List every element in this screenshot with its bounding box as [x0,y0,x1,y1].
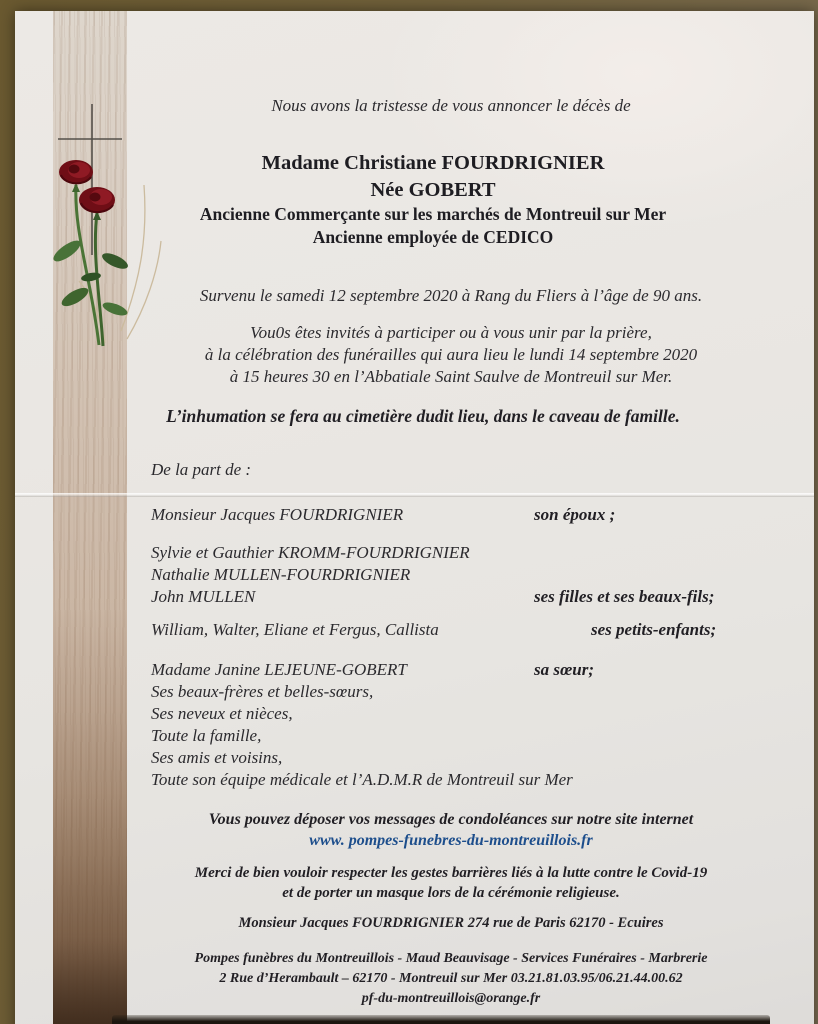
family-name: John MULLEN [151,587,256,606]
family-line: Ses neveux et nièces, [151,704,293,723]
family-line: Toute son équipe médicale et l’A.D.M.R de Montreuil sur Mer [151,770,573,789]
family-row [151,504,751,526]
family-line: Ses beaux-frères et belles-sœurs, [151,682,374,701]
deceased-name: Madame Christiane FOURDRIGNIER [261,152,605,174]
relation-label: ses petits-enfants; [591,620,717,639]
from-label: De la part de : [151,460,252,479]
maiden-name: Née GOBERT [370,179,496,201]
family-line: Ses amis et voisins, [151,748,283,767]
card-bottom-shadow [112,1015,770,1024]
covid-notice-line: Merci de bien vouloir respecter les gestes barrières liés à la lutte contre le Covid-19 [194,865,708,881]
family-row [151,659,751,791]
ceremony-line: à 15 heures 30 en l’Abbatiale Saint Saulve de Montreuil sur Mer. [229,367,673,386]
family-row [151,542,751,608]
deceased-title-block [151,150,751,249]
burial-notice: L’inhumation se fera au cimetière dudit lieu, dans le caveau de famille. [166,406,680,426]
occupation-line: Ancienne Commerçante sur les marchés de Montreuil sur Mer [199,204,667,224]
relation-label: sa sœur; [534,660,594,679]
family-name: William, Walter, Eliane et Fergus, Callista [151,620,439,639]
family-name: Sylvie et Gauthier KROMM-FOURDRIGNIER [151,543,470,562]
memorial-card [15,11,814,1024]
family-name: Monsieur Jacques FOURDRIGNIER [151,505,404,524]
family-row [151,619,751,641]
funeral-home-line: Pompes funèbres du Montreuillois - Maud Beauvisage - Services Funéraires - Marbrerie [194,951,708,966]
family-line: Toute la famille, [151,726,262,745]
condolences-notice: Vous pouvez déposer vos messages de condoléances sur notre site internet [208,811,694,828]
occupation-line: Ancienne employée de CEDICO [312,227,554,247]
contact-address: Monsieur Jacques FOURDRIGNIER 274 rue de Paris 62170 - Ecuires [238,915,664,931]
card-text [151,95,751,1009]
relation-label: ses filles et ses beaux-fils; [534,587,715,606]
website-link[interactable]: www. pompes-funebres-du-montreuillois.fr [309,832,593,849]
covid-notice-line: et de porter un masque lors de la cérémonie religieuse. [282,885,620,901]
death-notice: Survenu le samedi 12 septembre 2020 à Rang du Fliers à l’âge de 90 ans. [199,286,703,305]
funeral-home-email: pf-du-montreuillois@orange.fr [361,991,541,1006]
family-name: Nathalie MULLEN-FOURDRIGNIER [151,565,411,584]
intro-line: Nous avons la tristesse de vous annoncer le décès de [271,96,631,115]
relation-label: son époux ; [534,505,616,524]
roses-image [50,160,130,346]
family-name: Madame Janine LEJEUNE-GOBERT [151,660,407,679]
ceremony-line: à la célébration des funérailles qui aura lieu le lundi 14 septembre 2020 [204,345,698,364]
ceremony-line: Vou0s êtes invités à participer ou à vous unir par la prière, [250,323,652,342]
funeral-home-line: 2 Rue d’Herambault – 62170 - Montreuil sur Mer 03.21.81.03.95/06.21.44.00.62 [219,971,683,986]
